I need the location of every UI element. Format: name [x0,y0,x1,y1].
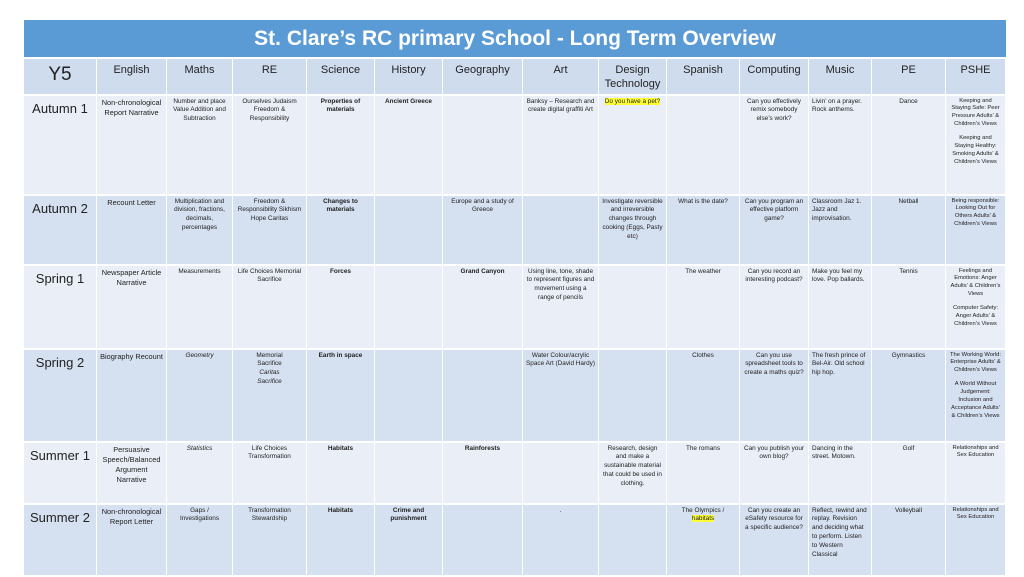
cell-spanish: What is the date? [667,196,740,266]
term-row-spring-1 [24,266,1006,350]
pshe-item: A World Without Judgement: Inclusion and Acceptance Adults’ & Children’s Views [951,381,1000,420]
header-geography: Geography [443,59,523,96]
cell-science: Habitats [307,505,375,577]
term-label: Spring 1 [24,266,97,350]
header-art: Art [523,59,599,96]
cell-re: Life Choices Transformation [233,443,307,505]
cell-art [523,443,599,505]
pshe-item: Being responsible: Looking Out for Others Adults’ & Children’s Views [951,197,1000,228]
year-label: Y5 [24,59,97,96]
cell-pshe [946,196,1006,266]
cell-english: Persuasive Speech/Balanced Argument Narrative [97,443,167,505]
re-line: Sacrifice [257,360,282,368]
header-history: History [375,59,443,96]
cell-pshe [946,96,1006,196]
header-computing: Computing [740,59,809,96]
cell-re: Life Choices Memorial Sacrifice [233,266,307,350]
header-row [24,59,1006,96]
term-row-autumn-2 [24,196,1006,266]
cell-geography [443,350,523,443]
cell-pe: Dance [872,96,946,196]
header-music: Music [809,59,872,96]
cell-computing: Can you create an eSafety resource for a specific audience? [740,505,809,577]
cell-geography [443,505,523,577]
cell-geography: Rainforests [443,443,523,505]
cell-maths: Geometry [167,350,233,443]
overview-sheet [24,20,1006,576]
term-label: Autumn 2 [24,196,97,266]
cell-spanish: Clothes [667,350,740,443]
cell-english: Biography Recount [97,350,167,443]
cell-computing: Can you publish your own blog? [740,443,809,505]
highlighted-text: Do you have a pet? [604,97,661,105]
cell-computing: Can you program an effective platform game? [740,196,809,266]
header-spanish: Spanish [667,59,740,96]
re-line: Caritas [259,369,280,377]
pshe-item: Relationships and Sex Education [952,506,999,521]
cell-geography: Europe and a study of Greece [443,196,523,266]
cell-history: Crime and punishment [375,505,443,577]
cell-computing: Can you effectively remix somebody else’s work? [740,96,809,196]
cell-science: Habitats [307,443,375,505]
cell-science: Forces [307,266,375,350]
cell-maths: Statistics [167,443,233,505]
term-label: Autumn 1 [24,96,97,196]
header-pe: PE [872,59,946,96]
cell-re [233,350,307,443]
cell-science: Changes to materials [307,196,375,266]
cell-geography: Grand Canyon [443,266,523,350]
cell-history: Ancient Greece [375,96,443,196]
re-line: Memorial [256,351,283,359]
cell-music: Dancing in the street. Motown. [809,443,872,505]
cell-english: Non-chronological Report Narrative [97,96,167,196]
term-label: Summer 2 [24,505,97,577]
cell-dt [599,505,667,577]
page-title: St. Clare’s RC primary School - Long Term Overview [24,20,1006,59]
term-row-autumn-1 [24,96,1006,196]
cell-music: Make you feel my love. Pop ballards. [809,266,872,350]
cell-computing: Can you record an interesting podcast? [740,266,809,350]
cell-history [375,443,443,505]
cell-history [375,196,443,266]
cell-spanish: The weather [667,266,740,350]
term-row-spring-2 [24,350,1006,443]
term-label: Summer 1 [24,443,97,505]
cell-pe: Golf [872,443,946,505]
cell-history [375,266,443,350]
header-science: Science [307,59,375,96]
cell-science: Earth in space [307,350,375,443]
cell-art: Water Colour/acrylic Space Art (David Hardy) [523,350,599,443]
cell-history [375,350,443,443]
cell-pshe [946,266,1006,350]
pshe-item: Computer Safety: Anger Adults’ & Children’s Views [952,305,999,328]
cell-geography [443,96,523,196]
cell-art [523,196,599,266]
cell-maths: Number and place Value Addition and Subtraction [167,96,233,196]
cell-english: Non-chronological Report Letter [97,505,167,577]
cell-maths: Measurements [167,266,233,350]
spanish-line: The Olympics / [681,506,725,514]
cell-pe: Gymnastics [872,350,946,443]
cell-dt: Investigate reversible and irreversible changes through cooking (Eggs, Pasty etc) [599,196,667,266]
term-row-summer-2 [24,505,1006,577]
header-maths: Maths [167,59,233,96]
term-row-summer-1 [24,443,1006,505]
cell-music: Reflect, rewind and replay. Revision and deciding what to perform. Listen to Western Classical [809,505,872,577]
cell-re: Ourselves Judaism Freedom & Responsibility [233,96,307,196]
cell-dt [599,350,667,443]
cell-art: Banksy – Research and create digital graffiti Art [523,96,599,196]
header-re: RE [233,59,307,96]
cell-dt: Research, design and make a sustainable material that could be used in clothing. [599,443,667,505]
cell-art: Using line, tone, shade to represent figures and movement using a range of pencils [523,266,599,350]
cell-english: Recount Letter [97,196,167,266]
cell-spanish: The romans [667,443,740,505]
header-pshe: PSHE [946,59,1006,96]
cell-pe: Netball [872,196,946,266]
pshe-item: Keeping and Staying Safe: Peer Pressure Adults’ & Children’s Views [951,97,1000,128]
cell-pshe [946,505,1006,577]
cell-re: Transformation Stewardship [233,505,307,577]
pshe-item: Feelings and Emotions: Anger Adults’ & Children’s Views [950,267,1001,298]
re-line: Sacrifice [257,377,282,385]
cell-music: The fresh prince of Bel-Air. Old school hip hop. [809,350,872,443]
cell-pe: Tennis [872,266,946,350]
cell-maths: Gaps / Investigations [167,505,233,577]
cell-maths: Multiplication and division, fractions, decimals, percentages [167,196,233,266]
cell-spanish [667,505,740,577]
cell-english: Newspaper Article Narrative [97,266,167,350]
pshe-item: Keeping and Staying Healthy: Smoking Adults’ & Children’s Views [952,135,999,166]
cell-re: Freedom & Responsibility Sikhism Hope Caritas [233,196,307,266]
cell-science: Properties of materials [307,96,375,196]
cell-dt [599,266,667,350]
overview-table [24,59,1006,577]
pshe-item: The Working World: Enterprise Adults’ & Children’s Views [949,351,1001,374]
cell-pshe [946,443,1006,505]
cell-music: Classroom Jaz 1. Jazz and improvisation. [809,196,872,266]
cell-computing: Can you use spreadsheet tools to create a maths quiz? [740,350,809,443]
pshe-item: Relationships and Sex Education [952,444,999,459]
cell-art: . [523,505,599,577]
term-label: Spring 2 [24,350,97,443]
highlighted-text: habitats [691,515,715,523]
header-english: English [97,59,167,96]
header-dt: Design Technology [599,59,667,96]
cell-dt [599,96,667,196]
cell-music: Livin’ on a prayer. Rock anthems. [809,96,872,196]
cell-spanish [667,96,740,196]
cell-pshe [946,350,1006,443]
cell-pe: Volleyball [872,505,946,577]
